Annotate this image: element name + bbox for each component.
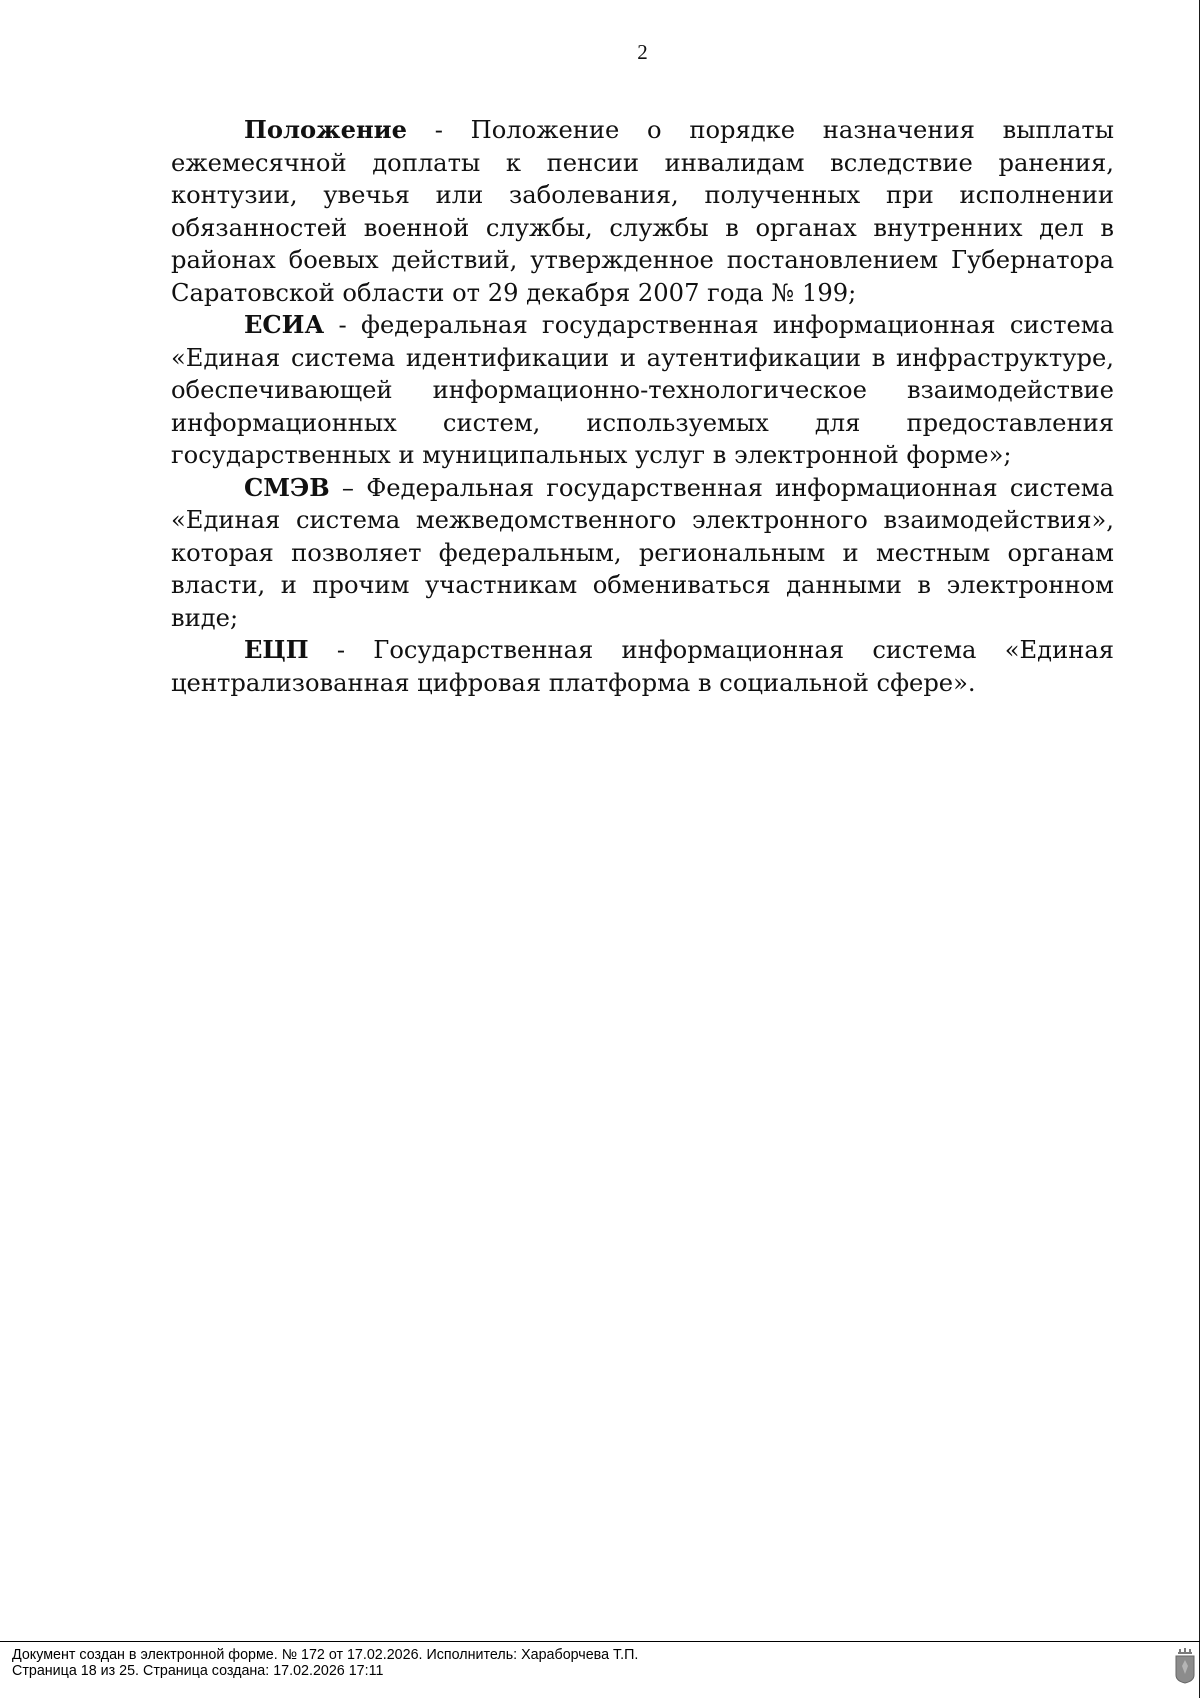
definition-ecp — [171, 634, 1114, 699]
coat-of-arms-icon — [1174, 1648, 1196, 1684]
definition-text: - Положение о порядке назначения выплаты ежемесячной доплаты к пенсии инвалидам вследствие ранения, контузии, увечья или заболевания, полученных при исполнении обязанностей военной службы, службы в органах внутренних дел в районах боевых действий, утвержденное постановлением Губернатора Саратовской области от 29 декабря 2007 года № 199; — [171, 116, 1114, 307]
definition-text: - Государственная информационная система «Единая централизованная цифровая платформа в социальной сфере». — [171, 636, 1114, 697]
footer-page-info: Страница 18 из 25. Страница создана: 17.02.2026 17:11 — [12, 1662, 384, 1679]
definition-term: СМЭВ — [244, 472, 330, 502]
definition-polozhenie — [171, 114, 1114, 309]
definition-text: - федеральная государственная информационная система «Единая система идентификации и аутентификации в инфраструктуре, обеспечивающей информационно-технологическое взаимодействие информационных систем, используемых для предоставления государственных и муниципальных услуг в электронной форме»; — [171, 311, 1114, 469]
definition-esia — [171, 309, 1114, 472]
definition-smev — [171, 472, 1114, 635]
footer — [12, 1648, 638, 1679]
definition-term: ЕЦП — [244, 635, 309, 664]
footer-document-info: Документ создан в электронной форме. № 172 от 17.02.2026. Исполнитель: Хараборчева Т.П. — [12, 1647, 639, 1663]
footer-divider — [0, 1641, 1200, 1642]
page-number: 2 — [637, 40, 648, 64]
definition-term: Положение — [244, 115, 408, 144]
definition-term: ЕСИА — [244, 310, 325, 339]
definition-text: – Федеральная государственная информационная система «Единая система межведомственного электронного взаимодействия», которая позволяет федеральным, региональным и местным органам власти, и прочим участникам обмениваться данными в электронном виде; — [171, 473, 1114, 632]
document-body — [171, 114, 1114, 699]
